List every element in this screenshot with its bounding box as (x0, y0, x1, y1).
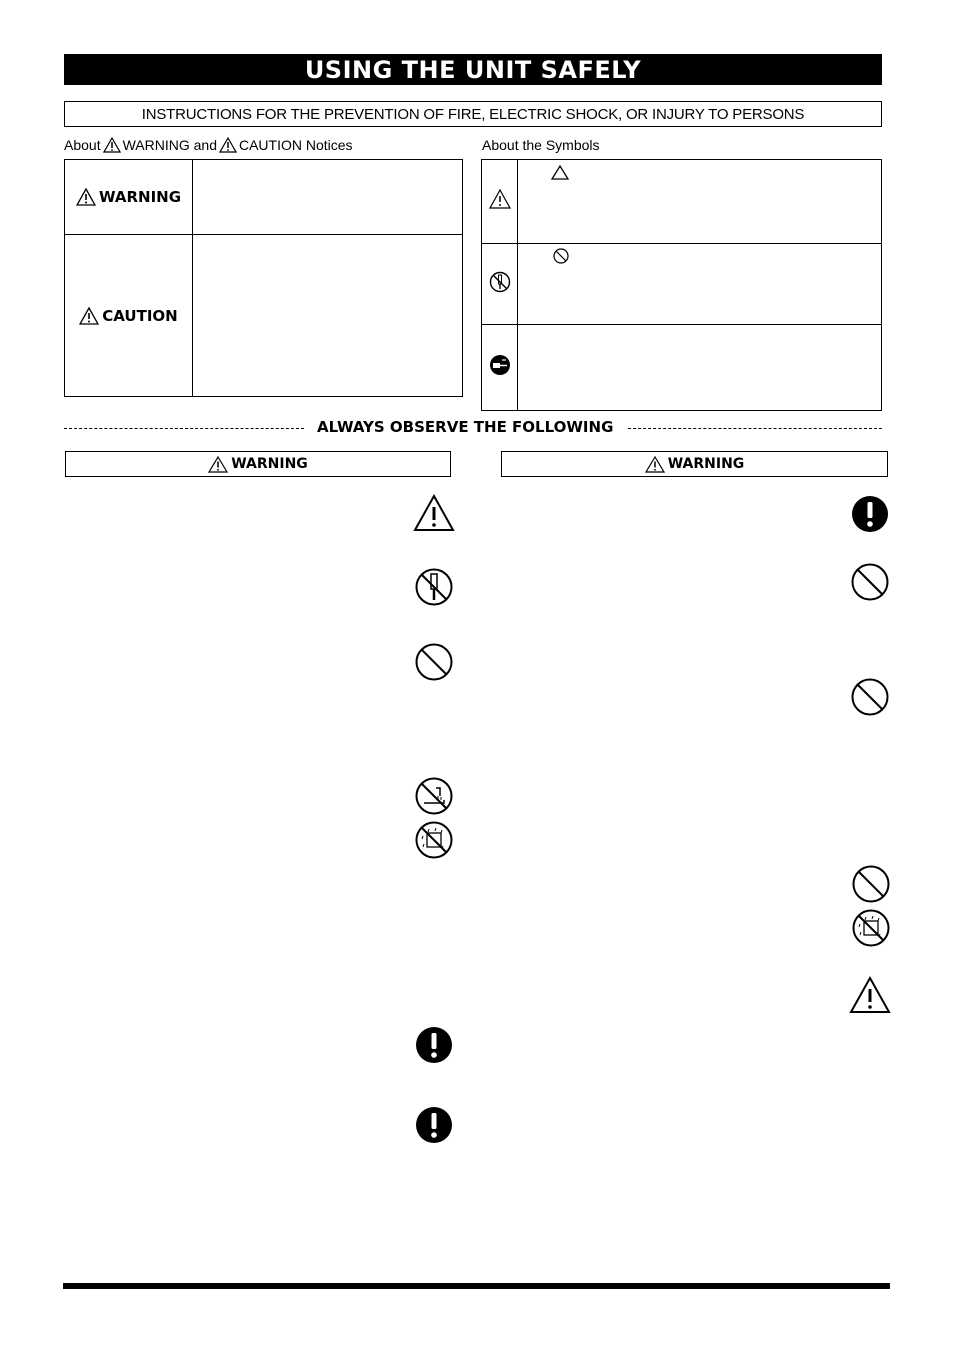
mandatory-action-icon (850, 494, 890, 534)
no-wet-environment-icon (851, 908, 891, 948)
symbol-description-cell (518, 325, 882, 411)
right-warning-label: WARNING (667, 456, 745, 472)
subtitle-text: INSTRUCTIONS FOR THE PREVENTION OF FIRE, ELECTRIC SHOCK, OR INJURY TO PERSONS (141, 105, 805, 123)
warning-triangle-icon (489, 189, 511, 209)
prohibited-icon (851, 864, 891, 904)
caution-notices-text: CAUTION Notices (238, 137, 353, 153)
caution-level-label: CAUTION (102, 306, 178, 325)
warning-triangle-icon (849, 976, 891, 1014)
symbol-row (482, 325, 882, 411)
dashed-divider-right (628, 428, 882, 429)
no-wet-environment-icon (414, 820, 454, 860)
symbol-icon-cell (482, 244, 518, 325)
notice-description-cell (193, 160, 463, 235)
notice-row-caution (65, 235, 463, 397)
symbol-icon-cell (482, 325, 518, 411)
notice-description-cell (193, 235, 463, 397)
warning-triangle-icon (413, 494, 455, 532)
left-warning-header (65, 451, 451, 477)
symbol-row (482, 244, 882, 325)
warning-triangle-icon (79, 307, 99, 325)
about-text: About (64, 137, 101, 153)
triangle-symbol-icon (551, 165, 569, 180)
bottom-rule (63, 1283, 890, 1289)
warning-triangle-icon (208, 456, 228, 473)
warning-and-text: WARNING and (122, 137, 217, 153)
no-disassembly-icon (489, 271, 511, 293)
prohibited-icon (850, 562, 890, 602)
left-warning-label: WARNING (231, 456, 308, 472)
symbols-label: About the Symbols (482, 137, 600, 153)
symbol-description-cell (518, 244, 882, 325)
symbol-description-cell (518, 160, 882, 244)
no-water-icon (414, 776, 454, 816)
notice-row-warning (65, 160, 463, 235)
notice-level-cell (65, 160, 193, 235)
observe-heading: ALWAYS OBSERVE THE FOLLOWING (317, 418, 614, 436)
instructions-subtitle (64, 101, 882, 127)
mandatory-action-icon (414, 1105, 454, 1145)
page-title-bar (64, 54, 882, 85)
warning-level-label: WARNING (98, 188, 182, 206)
notice-level-cell (65, 235, 193, 397)
notices-table (64, 159, 463, 397)
prohibited-icon (850, 677, 890, 717)
warning-triangle-icon (103, 137, 121, 153)
symbols-table (481, 159, 882, 411)
prohibited-symbol-icon (553, 248, 569, 264)
mandatory-action-icon (414, 1025, 454, 1065)
dashed-divider-left (64, 428, 304, 429)
warning-triangle-icon (76, 188, 96, 206)
unplug-icon (489, 354, 511, 376)
warning-triangle-icon (645, 456, 665, 473)
no-disassembly-icon (414, 567, 454, 607)
symbol-icon-cell (482, 160, 518, 244)
right-warning-header (501, 451, 888, 477)
notices-label (64, 137, 353, 153)
prohibited-icon (414, 642, 454, 682)
page-title: USING THE UNIT SAFELY (304, 55, 642, 84)
warning-triangle-icon (219, 137, 237, 153)
symbol-row (482, 160, 882, 244)
